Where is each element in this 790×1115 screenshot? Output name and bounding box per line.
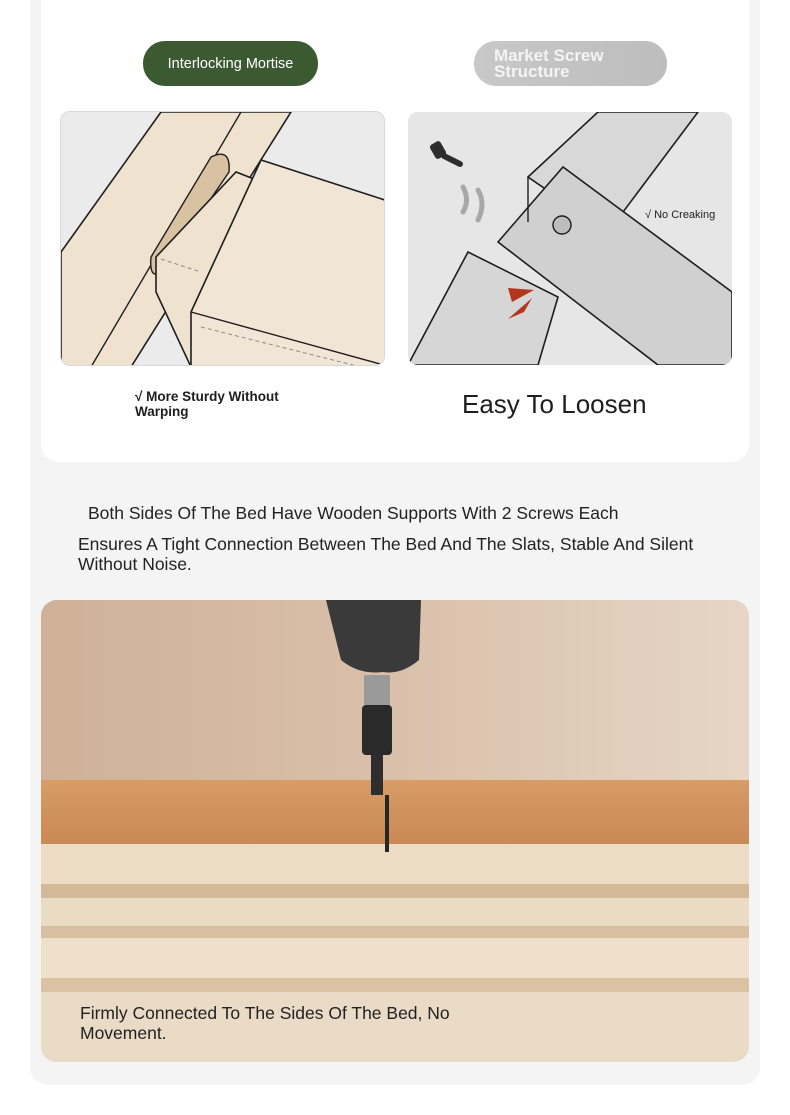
screw-illustration — [408, 112, 732, 365]
description-heading: Both Sides Of The Bed Have Wooden Supports With 2 Screws Each — [88, 503, 619, 523]
screwdriver-photo — [41, 600, 749, 1062]
mortise-illustration — [60, 111, 385, 366]
interlocking-mortise-tab[interactable] — [143, 41, 318, 86]
interlocking-mortise-label: Interlocking Mortise — [167, 55, 294, 72]
market-screw-label: Market Screw Structure — [494, 45, 604, 81]
photo-caption: Firmly Connected To The Sides Of The Bed, No Movement. — [80, 1003, 450, 1043]
screw-caption: Easy To Loosen — [462, 389, 647, 419]
no-creaking-annotation: √ No Creaking — [645, 209, 716, 221]
mortise-caption: √ More Sturdy Without Warping — [135, 389, 279, 419]
market-screw-tab[interactable] — [474, 41, 667, 86]
description-body: Ensures A Tight Connection Between The Bed And The Slats, Stable And Silent Without Noise. — [78, 534, 694, 574]
